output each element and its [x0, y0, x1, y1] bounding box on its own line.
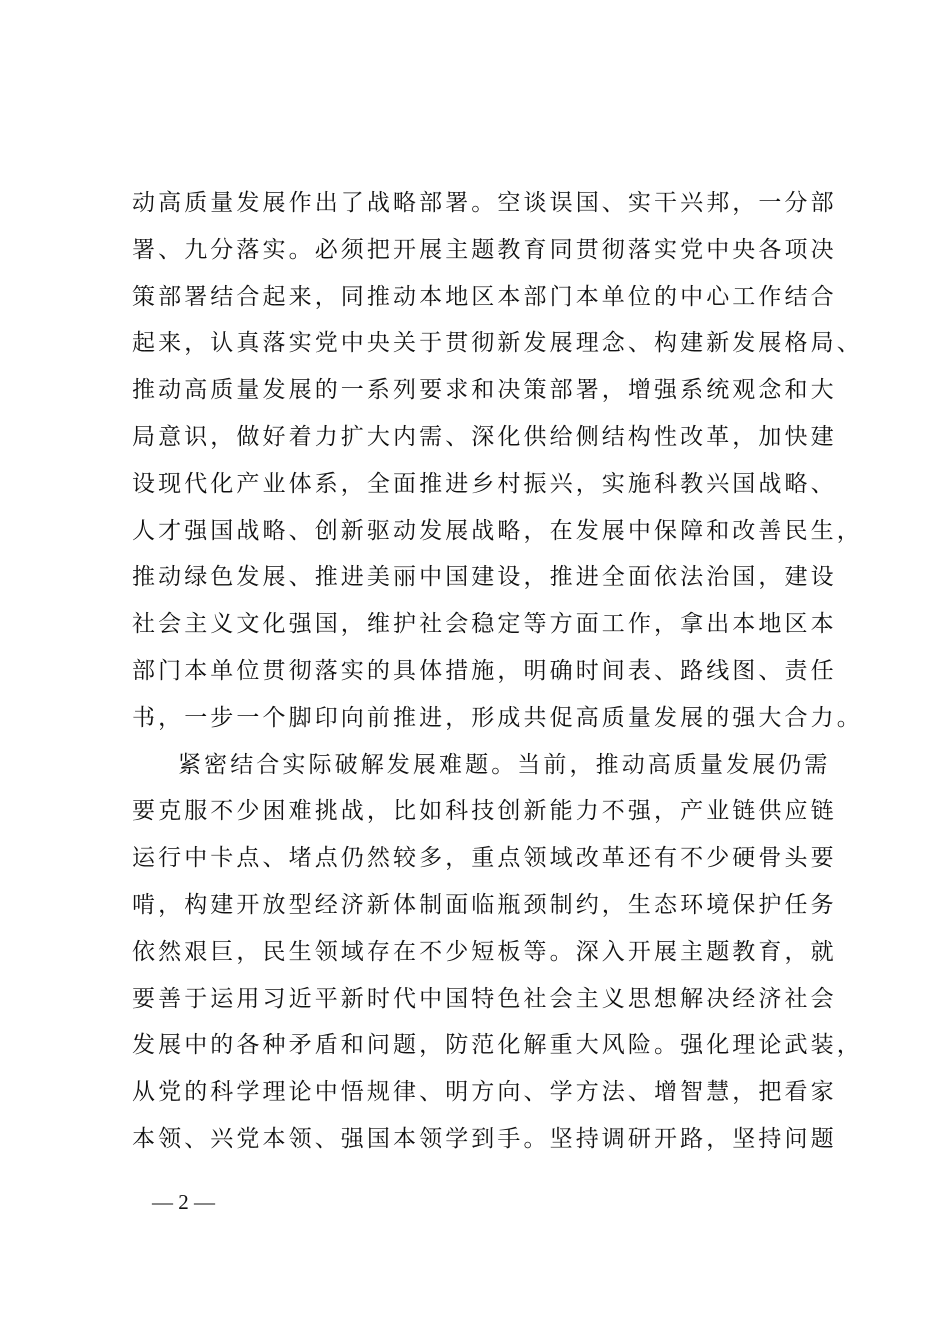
text-line-5: 推动高质量发展的一系列要求和决策部署，增强系统观念和大 — [132, 377, 837, 404]
text-line-16: 啃，构建开放型经济新体制面临瓶颈制约，生态环境保护任务 — [132, 891, 837, 918]
text-line-12: 书，一步一个脚印向前推进，形成共促高质量发展的强大合力。 — [132, 704, 863, 731]
text-line-15: 运行中卡点、堵点仍然较多，重点领域改革还有不少硬骨头要 — [132, 845, 837, 872]
text-line-1: 动高质量发展作出了战略部署。空谈误国、实干兴邦，一分部 — [132, 190, 837, 216]
text-line-9: 推动绿色发展、推进美丽中国建设，推进全面依法治国，建设 — [132, 564, 837, 591]
text-line-17: 依然艰巨，民生领域存在不少短板等。深入开展主题教育，就 — [132, 938, 837, 965]
text-line-7: 设现代化产业体系，全面推进乡村振兴，实施科教兴国战略、 — [132, 470, 837, 497]
text-line-20: 从党的科学理论中悟规律、明方向、学方法、增智慧，把看家 — [132, 1079, 837, 1106]
page-number: — 2 — — [152, 1190, 215, 1214]
text-line-10: 社会主义文化强国，维护社会稳定等方面工作，拿出本地区本 — [132, 611, 837, 638]
text-line-11: 部门本单位贯彻落实的具体措施，明确时间表、路线图、责任 — [132, 657, 837, 684]
body-text — [132, 180, 863, 1163]
text-line-18: 要善于运用习近平新时代中国特色社会主义思想解决经济社会 — [132, 985, 837, 1012]
text-line-8: 人才强国战略、创新驱动发展战略，在发展中保障和改善民生， — [132, 517, 863, 544]
text-line-19: 发展中的各种矛盾和问题，防范化解重大风险。强化理论武装， — [132, 1032, 863, 1059]
text-line-14: 要克服不少困难挑战，比如科技创新能力不强，产业链供应链 — [132, 798, 837, 825]
paragraph-start-line: 紧密结合实际破解发展难题。当前，推动高质量发展仍需 — [178, 751, 831, 778]
text-line-6: 局意识，做好着力扩大内需、深化供给侧结构性改革，加快建 — [132, 423, 837, 450]
text-line-2: 署、九分落实。必须把开展主题教育同贯彻落实党中央各项决 — [132, 236, 837, 263]
text-line-4: 起来，认真落实党中央关于贯彻新发展理念、构建新发展格局、 — [132, 330, 863, 357]
text-line-3: 策部署结合起来，同推动本地区本部门本单位的中心工作结合 — [132, 283, 837, 310]
text-line-21: 本领、兴党本领、强国本领学到手。坚持调研开路，坚持问题 — [132, 1125, 837, 1152]
